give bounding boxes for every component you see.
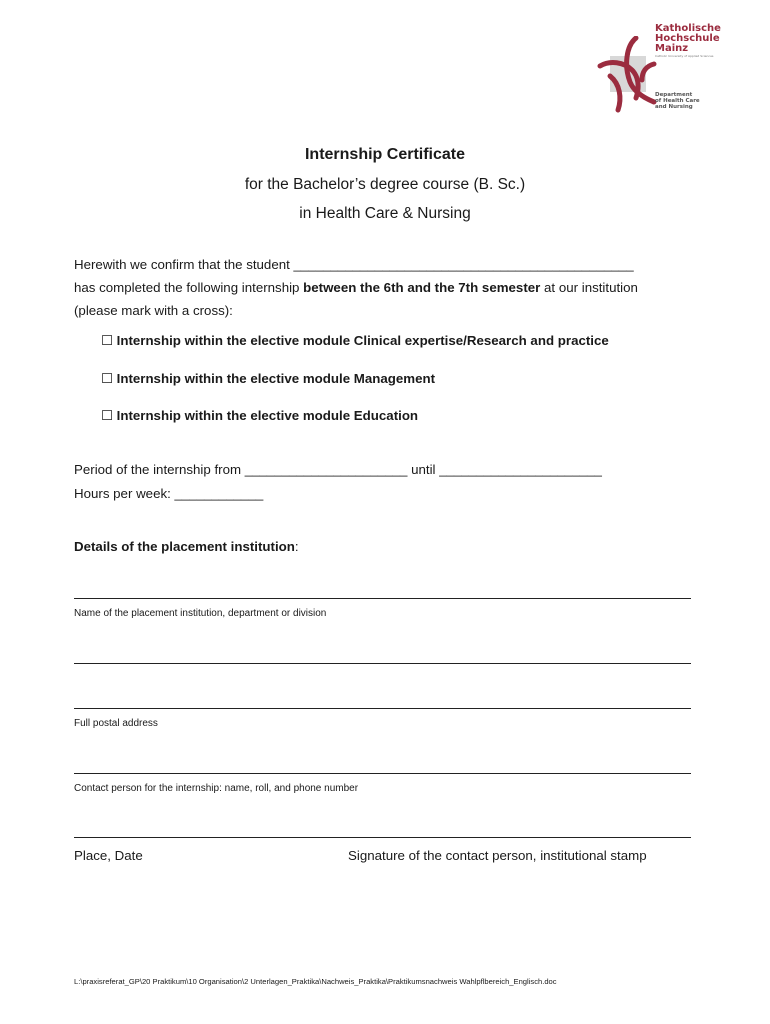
option-label-education: Internship within the elective module Education	[116, 408, 419, 423]
option-education	[101, 408, 418, 424]
postal-address-line[interactable]	[74, 708, 691, 709]
intro-student-line: Herewith we confirm that the student ______________________________________________	[74, 257, 634, 272]
institution-name-line[interactable]	[74, 598, 691, 599]
document-subtitle-program: in Health Care & Nursing	[299, 205, 471, 222]
option-clinical-expertise	[101, 333, 609, 349]
internship-period-line: Period of the internship from ______________________ until ______________________	[74, 462, 602, 477]
logo-dept-line-1: Department	[655, 92, 693, 98]
intro-text-pre: has completed the following internship	[74, 280, 304, 295]
signature-label: Signature of the contact person, institutional stamp	[348, 848, 647, 863]
details-heading	[74, 539, 299, 554]
contact-person-line[interactable]	[74, 773, 691, 774]
checkbox-clinical-expertise[interactable]: ☐	[101, 333, 113, 348]
logo-dept-line-2: of Health Care	[655, 98, 700, 104]
caption-institution: Name of the placement institution, department or division	[74, 608, 327, 619]
logo-tagline: Catholic University of Applied Sciences	[655, 54, 714, 58]
intro-instruction: (please mark with a cross):	[74, 303, 233, 318]
details-heading-text: Details of the placement institution	[74, 539, 295, 554]
signature-line[interactable]	[74, 837, 691, 838]
logo-department	[655, 92, 700, 110]
logo-mark-icon	[596, 36, 658, 114]
logo-wordmark	[655, 24, 721, 54]
logo-line-2: Hochschule	[655, 33, 720, 44]
intro-text-semester: between the 6th and the 7th semester	[303, 280, 541, 295]
logo-line-3: Mainz	[655, 43, 689, 54]
intro-internship-line	[74, 280, 638, 295]
details-heading-colon: :	[294, 539, 299, 554]
document-subtitle-degree: for the Bachelor’s degree course (B. Sc.)	[244, 176, 526, 193]
option-label-management: Internship within the elective module Management	[116, 371, 436, 386]
logo-line-1: Katholische	[655, 23, 721, 34]
document-title: Internship Certificate	[304, 146, 466, 163]
caption-address: Full postal address	[74, 718, 158, 729]
intro-text-post: at our institution	[540, 280, 638, 295]
checkbox-education[interactable]: ☐	[101, 408, 113, 423]
option-label-clinical-expertise: Internship within the elective module Clinical expertise/Research and practice	[116, 333, 609, 348]
caption-contact: Contact person for the internship: name, roll, and phone number	[74, 783, 359, 794]
logo-dept-line-3: and Nursing	[655, 104, 693, 110]
hours-per-week-line: Hours per week: ____________	[74, 486, 264, 501]
place-date-label: Place, Date	[74, 848, 143, 863]
option-management	[101, 371, 435, 387]
file-path-footer: L:\praxisreferat_GP\20 Praktikum\10 Organisation\2 Unterlagen_Praktika\Nachweis_Praktika\Praktikumsnachweis Wahlpflbereich_Englisch.doc	[74, 977, 557, 986]
institution-extra-line[interactable]	[74, 663, 691, 664]
checkbox-management[interactable]: ☐	[101, 371, 113, 386]
